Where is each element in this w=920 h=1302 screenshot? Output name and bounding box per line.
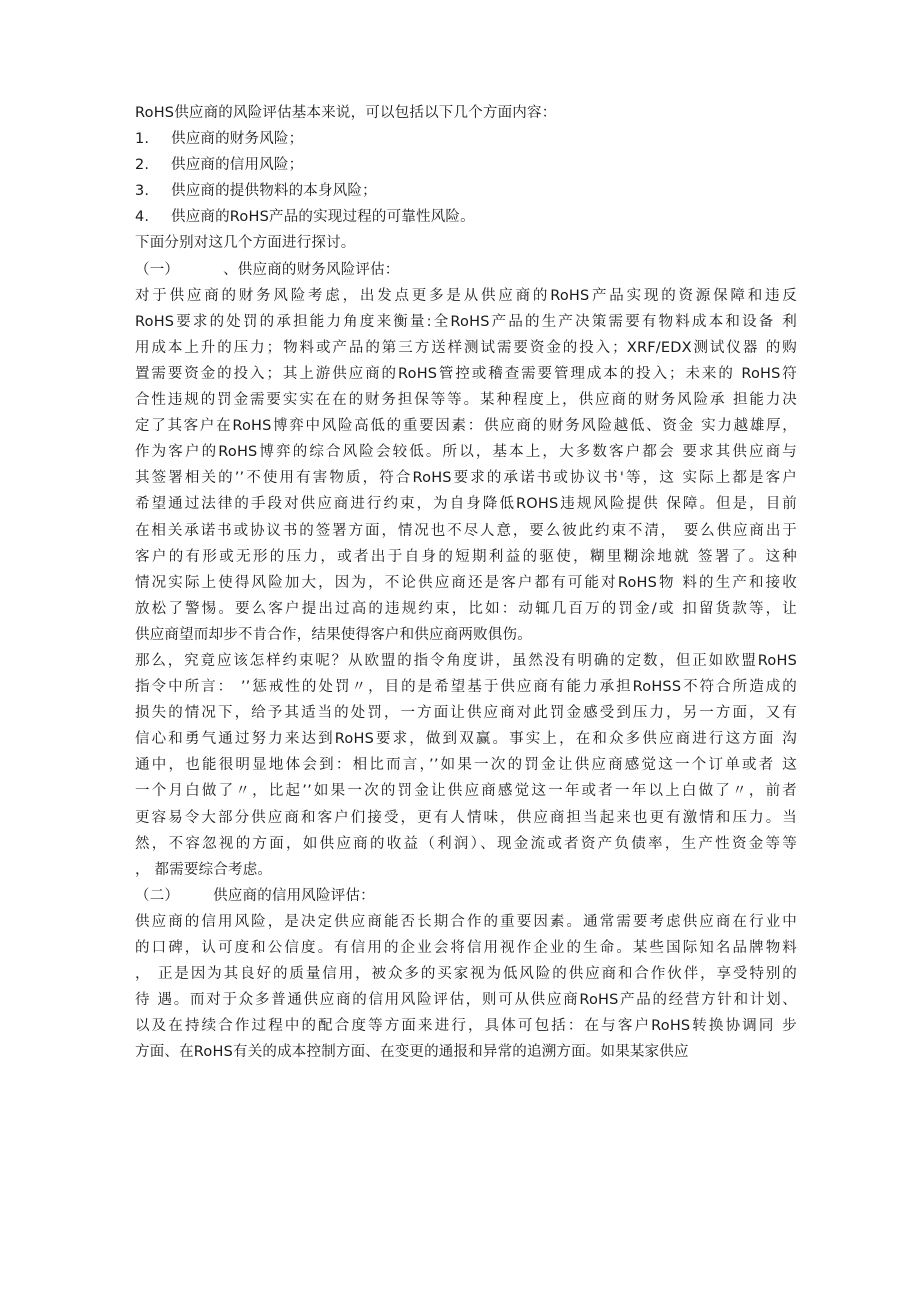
- list-text: 供应商的信用风险；: [171, 157, 304, 174]
- paragraph-line: 作为客户的RoHS博弈的综合风险会较低。所以，基本上，大多数客户都会 要求其供应商与: [135, 444, 797, 461]
- list-item: [135, 152, 797, 178]
- paragraph-line: 放松了警惕。要么客户提出过高的违规约束，比如：动辄几百万的罚金/或 扣留货款等，让: [135, 600, 797, 617]
- paragraph-line: 置需要资金的投入；其上游供应商的RoHS管控或稽查需要管理成本的投入；未来的 RoHS符: [135, 365, 797, 382]
- paragraph-line: 那么，究竟应该怎样约束呢？从欧盟的指令角度讲，虽然没有明确的定数，但正如欧盟RoHS: [135, 652, 797, 669]
- paragraph-line: 供应商望而却步不肯合作，结果使得客户和供应商两败俱伤。: [135, 626, 532, 643]
- intro-line: RoHS供应商的风险评估基本来说，可以包括以下几个方面内容：: [135, 105, 557, 121]
- paragraph-line: 供应商的信用风险，是决定供应商能否长期合作的重要因素。通常需要考虑供应商在行业中: [135, 913, 797, 930]
- paragraph-line: 以及在持续合作过程中的配合度等方面来进行，具体可包括：在与客户RoHS转换协调同 步: [135, 1018, 797, 1035]
- paragraph-line: 定了其客户在RoHS博弈中风险高低的重要因素：供应商的财务风险越低、资金 实力越雄厚，: [135, 418, 797, 435]
- paragraph-line: 其签署相关的’’不使用有害物质，符合RoHS要求的承诺书或协议书'等，这 实际上都是客户: [135, 470, 797, 487]
- paragraph-line: 合性违规的罚金需要实实在在的财务担保等等。某种程度上，供应商的财务风险承 担能力决: [135, 392, 797, 409]
- section-heading-2: [135, 883, 797, 909]
- paragraph-line: 然，不容忽视的方面，如供应商的收益（利润）、现金流或者资产负债率，生产性资金等等: [135, 835, 797, 852]
- transition-line: 下面分别对这几个方面进行探讨。: [135, 235, 356, 252]
- paragraph-constraint: [135, 648, 797, 883]
- document-body: [135, 100, 797, 1065]
- list-number: 4.: [135, 209, 150, 226]
- list-item: [135, 126, 797, 152]
- paragraph-line: 信心和勇气通过努力来达到RoHS要求，做到双赢。事实上，在和众多供应商进行这方面 沟: [135, 731, 797, 748]
- section-label: （一）: [135, 261, 180, 278]
- paragraph-financial-risk: [135, 283, 797, 648]
- list-item: [135, 178, 797, 204]
- list-text: 供应商的提供物料的本身风险；: [171, 183, 377, 200]
- list-number: 3.: [135, 183, 150, 200]
- paragraph-line: ， 正是因为其良好的质量信用，被众多的买家视为低风险的供应商和合作伙伴，享受特别的: [135, 966, 797, 983]
- section-label: （二）: [135, 887, 180, 904]
- paragraph-line: 方面、在RoHS有关的成本控制方面、在变更的通报和异常的追溯方面。如果某家供应: [135, 1044, 689, 1061]
- paragraph-line: 对于供应商的财务风险考虑，出发点更多是从供应商的RoHS产品实现的资源保障和违反: [135, 287, 797, 304]
- section-title: 、供应商的财务风险评估：: [223, 261, 400, 278]
- paragraph-line: 待 遇。而对于众多普通供应商的信用风险评估，则可从供应商RoHS产品的经营方针和计划、: [135, 992, 797, 1009]
- paragraph-line: 在相关承诺书或协议书的签署方面，情况也不尽人意，要么彼此约束不清， 要么供应商出于: [135, 522, 797, 539]
- paragraph-line: 指令中所言： ’’惩戒性的处罚〃，目的是希望基于供应商有能力承担RoHSS不符合所造成的: [135, 679, 797, 696]
- paragraph-line: 客户的有形或无形的压力，或者出于自身的短期利益的驱使，糊里糊涂地就 签署了。这种: [135, 548, 797, 565]
- section-title: 供应商的信用风险评估：: [213, 887, 375, 904]
- paragraph-line: 用成本上升的压力；物料或产品的第三方送样测试需要资金的投入；XRF/EDX测试仪器 的购: [135, 339, 797, 356]
- paragraph-line: 一个月白做了〃，比起’’如果一次的罚金让供应商感觉这一年或者一年以上白做了〃，前者: [135, 783, 797, 800]
- paragraph-line: 希望通过法律的手段对供应商进行约束，为自身降低ROHS违规风险提供 保障。但是，目前: [135, 496, 797, 513]
- paragraph-line: 损失的情况下，给予其适当的处罚，一方面让供应商对此罚金感受到压力，另一方面，又有: [135, 705, 797, 722]
- list-number: 1.: [135, 131, 150, 148]
- list-text: 供应商的财务风险；: [171, 131, 304, 148]
- section-heading-1: [135, 257, 797, 283]
- list-number: 2.: [135, 157, 150, 174]
- paragraph-line: RoHS要求的处罚的承担能力角度来衡量:全RoHS产品的生产决策需要有物料成本和设备 利: [135, 313, 797, 330]
- paragraph-credit-risk: [135, 909, 797, 1066]
- paragraph-line: ， 都需要综合考虑。: [135, 861, 273, 878]
- paragraph-line: 更容易令大部分供应商和客户们接受，更有人情味，供应商担当起来也更有激情和压力。当: [135, 809, 797, 826]
- paragraph-line: 通中，也能很明显地体会到：相比而言，’’如果一次的罚金让供应商感觉这一个订单或者 这: [135, 757, 797, 774]
- paragraph-line: 情况实际上使得风险加大，因为，不论供应商还是客户都有可能对RoHS物 料的生产和接收: [135, 574, 797, 591]
- list-text: 供应商的RoHS产品的实现过程的可靠性风险。: [171, 209, 475, 226]
- paragraph-line: 的口碑，认可度和公信度。有信用的企业会将信用视作企业的生命。某些国际知名品牌物料: [135, 940, 797, 956]
- list-item: [135, 204, 797, 230]
